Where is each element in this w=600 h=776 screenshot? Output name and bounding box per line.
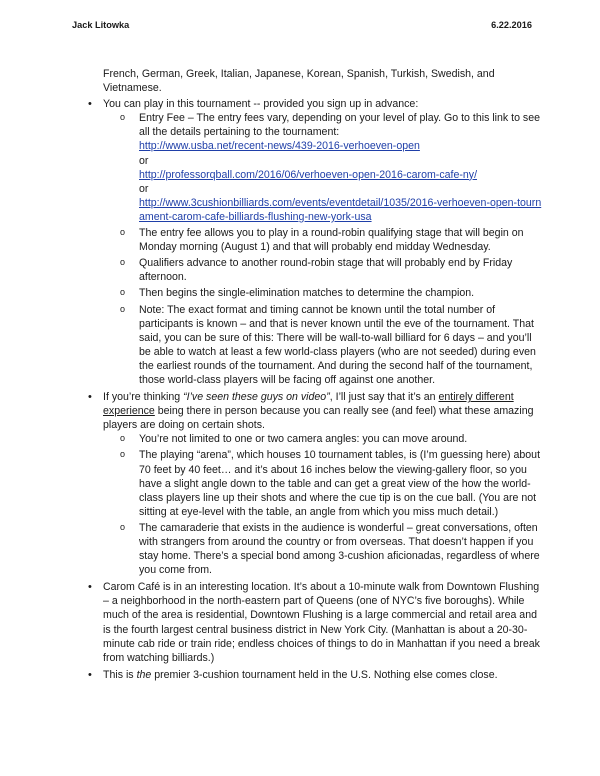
signup-sub-list [103,111,542,387]
usba-link[interactable]: http://www.usba.net/recent-news/439-2016-verhoeven-open [139,140,420,153]
underlined-experience: experience [103,405,155,418]
sub-item-single-elimination: o Then begins the single-elimination matches to determine the champion. [103,286,542,300]
intro-paragraph: French, German, Greek, Italian, Japanese, Korean, Spanish, Turkish, Swedish, and Vietnamese. [103,68,495,95]
or-text: or [139,154,149,167]
sub-item-round-robin: o The entry fee allows you to play in a round-robin qualifying stage that will begin on Monday morning (August 1) and that will probably end midday Wednesday. [103,226,542,254]
sub-item-entry-fee [103,111,542,224]
author-name: Jack Litowka [72,20,130,30]
main-bullet-list [72,97,542,682]
list-item-premier: • This is the premier 3-cushion tournament held in the U.S. Nothing else comes close. [72,668,542,682]
sub-item-note: o Note: The exact format and timing cannot be known until the total number of participants is known – and that is never known until the eve of the tournament. That said, you can be sure of this: There will be wall-to-wall billiard for 6 days – and you’ll be able to watch at least a few world-class players (who are not seeded) during even the earliest rounds of the tournament. And during the second half of the tournament, those world-class players will be facing off against one another. [103,303,542,388]
document-date: 6.22.2016 [491,20,532,30]
list-item-location: • Carom Café is in an interesting location. It’s about a 10-minute walk from Downtown Flushing – a neighborhood in the north-eastern part of Queens (one of NYC’s five boroughs). While much of the area is residential, Downtown Flushing is a large commercial and retail area and is the fourth largest central business district in New York City. (Manhattan is about a 20-30-minute cab ride or train ride; endless choices of things to do in Manhattan if you need a break from watching billiards.) [72,580,542,665]
sub-item-qualifiers: o Qualifiers advance to another round-robin stage that will probably end by Friday afternoon. [103,256,542,284]
list-item-signup [72,97,542,387]
or-text: or [139,182,149,195]
emphasis-the: the [136,668,152,681]
entry-fee-text: Entry Fee – The entry fees vary, depending on your level of play. Go to this link to see all the details pertaining to the tournament: [139,112,541,139]
experience-sub-list [103,432,542,577]
document-body [72,67,542,685]
list-item-experience: • If you’re thinking “I’ve seen these guys on video”, I’ll just say that it’s an entirely different experience being there in person because you can really see (and feel) what these amazing players are doing on certain shots. o You’re not limited to one or two camera angles: you can move around. o The playing “arena”, which houses 10 tournament tables, is (I’m guessing here) about 70 feet by 40 feet… and it’s about 16 inches below the viewing-gallery floor, so you have a slight angle down to the table and can get a great view of the how the world-class players line up their shots and where the cue tip is on the cue ball. (You are not sitting at eye-level with the table, an angle from which you miss much detail.) o The camaraderie that exists in the audience is wonderful – great conversations, often with strangers from around the country or from overseas. That doesn’t happen if you stay home. There’s a special bond among 3-cushion aficionadas, regardless of where you come from. [72,390,542,577]
quote-text: “I’ve seen these guys on video” [183,391,330,404]
signup-text: You can play in this tournament -- provided you sign up in advance: [103,98,419,111]
sub-item-arena: o The playing “arena”, which houses 10 tournament tables, is (I’m guessing here) about 70 feet by 40 feet… and it’s about 16 inches below the viewing-gallery floor, so you have a slight angle down to the table and can get a great view of the how the world-class players line up their shots and where the cue tip is on the cue ball. (You are not sitting at eye-level with the table, an angle from which you miss much detail.) [103,448,542,518]
page-header [72,20,532,34]
3cushionbilliards-link[interactable]: http://www.3cushionbilliards.com/events/eventdetail/1035/2016-verhoeven-open-tournament-carom-cafe-billiards-flushing-new-york-usa [139,196,542,223]
sub-item-camaraderie: o The camaraderie that exists in the audience is wonderful – great conversations, often with strangers from around the country or from overseas. That doesn’t happen if you stay home. There’s a special bond among 3-cushion aficionadas, regardless of where you come from. [103,521,542,577]
sub-item-camera-angles: o You’re not limited to one or two camera angles: you can move around. [103,432,542,446]
professorqball-link[interactable]: http://professorqball.com/2016/06/verhoeven-open-2016-carom-cafe-ny/ [139,168,478,181]
underlined-entirely-different: entirely different [438,391,514,404]
